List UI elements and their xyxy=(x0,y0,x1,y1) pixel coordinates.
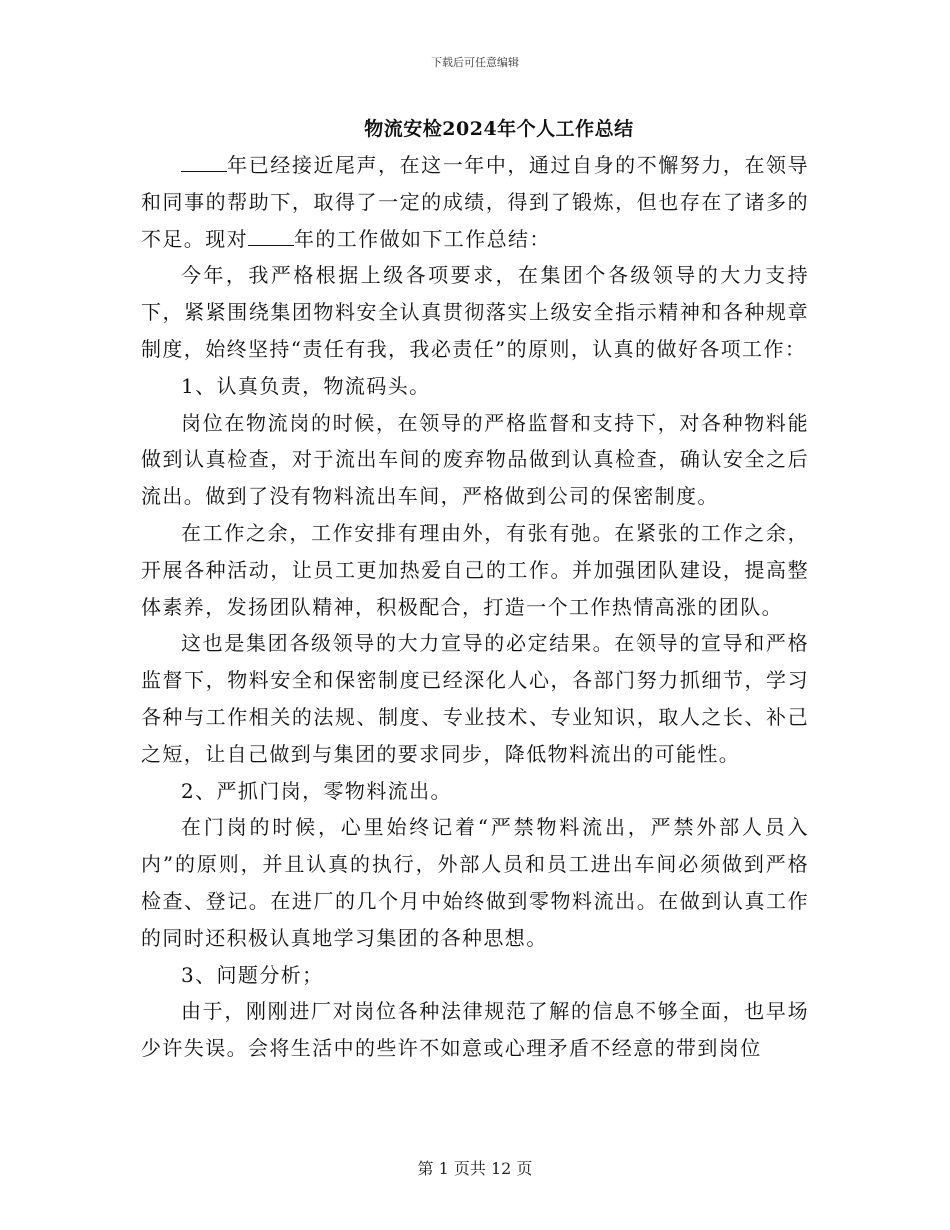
document-title: 物流安检2024年个人工作总结 xyxy=(364,118,634,140)
blank-year-2 xyxy=(248,227,294,246)
document-body xyxy=(141,147,809,1067)
page-number: 第 1 页共 12 页 xyxy=(417,1159,533,1178)
blank-year-1 xyxy=(181,153,227,172)
section-heading-3: 3、问题分析； xyxy=(181,962,324,987)
section-heading-2: 2、严抓门岗，零物料流出。 xyxy=(181,778,452,803)
intro-paragraph xyxy=(141,147,809,257)
paragraph-3: 在工作之余，工作安排有理由外，有张有弛。在紧张的工作之余，开展各种活动，让员工更加热爱自己的工作。并加强团队建设，提高整体素养，发扬团队精神，积极配合，打造一个工作热情高涨的团队。 xyxy=(141,520,809,619)
page-header-note: 下载后可任意编辑 xyxy=(431,56,519,69)
paragraph-2: 岗位在物流岗的时候，在领导的严格监督和支持下，对各种物料能做到认真检查，对于流出车间的废弃物品做到认真检查，确认安全之后流出。做到了没有物料流出车间，严格做到公司的保密制度。 xyxy=(141,410,809,509)
intro-text-1: 年已经接近尾声，在这一年中，通过自身的不懈努力，在领导和同事的帮助下，取得了一定的成绩，得到了锻炼，但也存在了诸多的不足。现对 xyxy=(141,153,809,251)
paragraph-5: 在门岗的时候，心里始终记着“严禁物料流出，严禁外部人员入内”的原则，并且认真的执行，外部人员和员工进出车间必须做到严格检查、登记。在进厂的几个月中始终做到零物料流出。在做到认真工作的同时还积极认真地学习集团的各种思想。 xyxy=(141,815,809,950)
paragraph-1: 今年，我严格根据上级各项要求，在集团个各级领导的大力支持下，紧紧围绕集团物料安全认真贯彻落实上级安全指示精神和各种规章制度，始终坚持“责任有我，我必责任”的原则，认真的做好各项工作： xyxy=(141,263,809,361)
intro-text-2: 年的工作做如下工作总结： xyxy=(294,226,551,251)
section-heading-1: 1、认真负责，物流码头。 xyxy=(181,373,431,398)
paragraph-4: 这也是集团各级领导的大力宣导的必定结果。在领导的宣导和严格监督下，物料安全和保密制度已经深化人心，各部门努力抓细节，学习各种与工作相关的法规、制度、专业技术、专业知识，取人之长、补己之短，让自己做到与集团的要求同步，降低物料流出的可能性。 xyxy=(141,631,809,766)
paragraph-6: 由于，刚刚进厂对岗位各种法律规范了解的信息不够全面，也早场少许失误。会将生活中的些许不如意或心理矛盾不经意的带到岗位 xyxy=(141,999,809,1061)
